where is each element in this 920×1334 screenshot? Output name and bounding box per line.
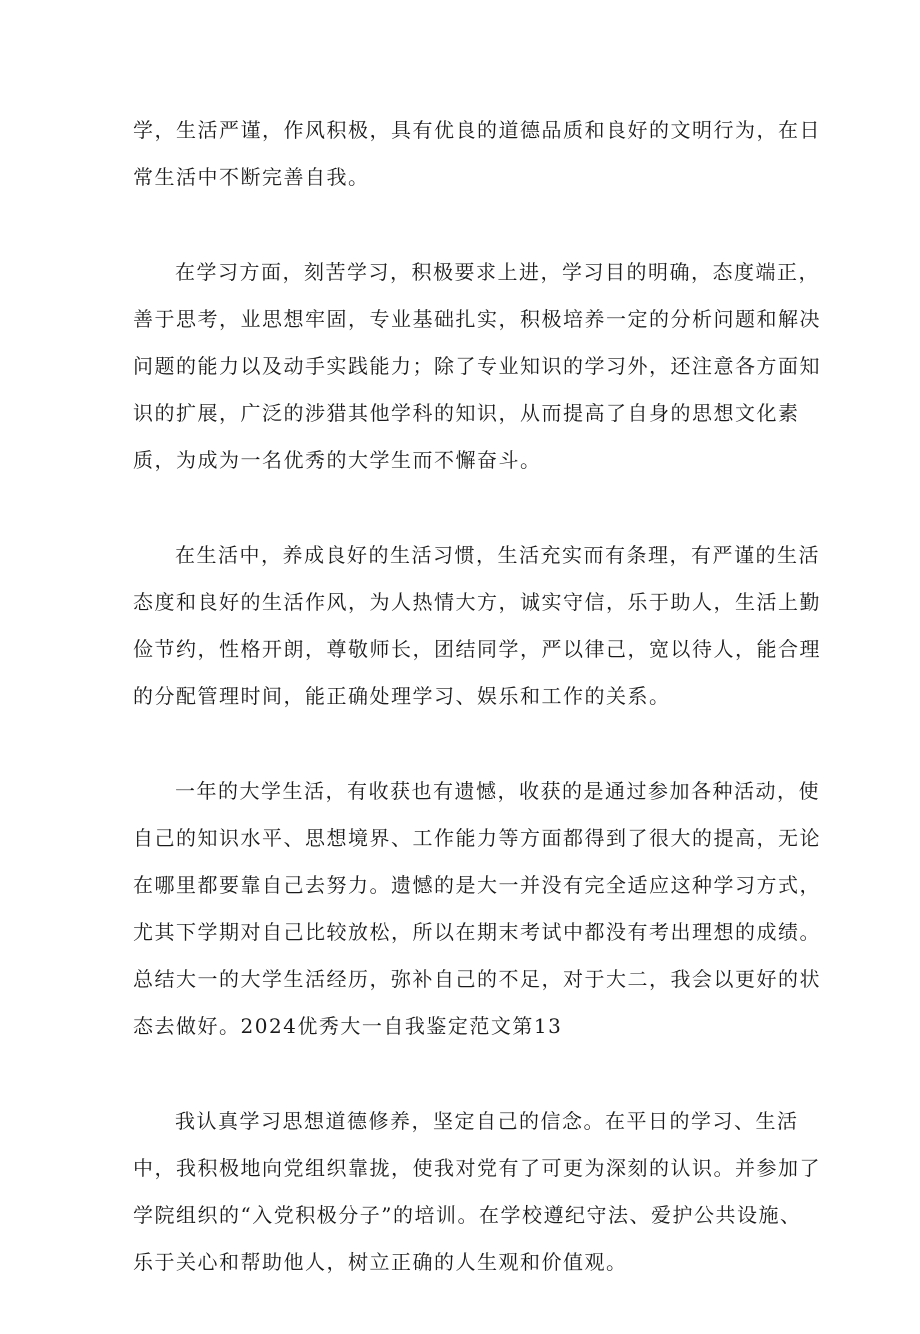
paragraph-3: [133, 532, 821, 720]
text-line: 质，为成为一名优秀的大学生而不懈奋斗。: [133, 448, 542, 472]
text-line: 态度和良好的生活作风，为人热情大方，诚实守信，乐于助人，生活上勤: [133, 590, 821, 614]
text-line: 在生活中，养成良好的生活习惯，生活充实而有条理，有严谨的生活: [175, 543, 820, 567]
text-line: 乐于关心和帮助他人，树立正确的人生观和价值观。: [133, 1250, 628, 1274]
text-line: 常生活中不断完善自我。: [133, 165, 370, 189]
text-line: 善于思考，业思想牢固，专业基础扎实，积极培养一定的分析问题和解决: [133, 307, 821, 331]
text-line: 一年的大学生活，有收获也有遗憾，收获的是通过参加各种活动，使: [175, 779, 820, 803]
text-line: 在学习方面，刻苦学习，积极要求上进，学习目的明确，态度端正，: [175, 260, 820, 284]
text-line: 学院组织的“入党积极分子”的培训。在学校遵纪守法、爱护公共设施、: [133, 1203, 802, 1227]
text-line: 自己的知识水平、思想境界、工作能力等方面都得到了很大的提高，无论: [133, 826, 821, 850]
text-line: 学，生活严谨，作风积极，具有优良的道德品质和良好的文明行为，在日: [133, 118, 821, 142]
paragraph-2: [133, 249, 821, 484]
text-line: 问题的能力以及动手实践能力；除了专业知识的学习外，还注意各方面知: [133, 354, 821, 378]
paragraph-5: [133, 1098, 821, 1286]
text-line: 尤其下学期对自己比较放松，所以在期末考试中都没有考出理想的成绩。: [133, 920, 821, 944]
text-line: 总结大一的大学生活经历，弥补自己的不足，对于大二，我会以更好的状: [133, 967, 821, 991]
text-line: 我认真学习思想道德修养，坚定自己的信念。在平日的学习、生活: [175, 1109, 799, 1133]
paragraph-1: [133, 107, 821, 201]
paragraph-4: [133, 768, 821, 1050]
text-line: 态去做好。2024优秀大一自我鉴定范文第13: [133, 1014, 563, 1038]
text-line: 的分配管理时间，能正确处理学习、娱乐和工作的关系。: [133, 684, 671, 708]
text-line: 中，我积极地向党组织靠拢，使我对党有了可更为深刻的认识。并参加了: [133, 1156, 821, 1180]
document-body: [133, 107, 821, 1334]
text-line: 在哪里都要靠自己去努力。遗憾的是大一并没有完全适应这种学习方式，: [133, 873, 821, 897]
text-line: 俭节约，性格开朗，尊敬师长，团结同学，严以律己，宽以待人，能合理: [133, 637, 821, 661]
text-line: 识的扩展，广泛的涉猎其他学科的知识，从而提高了自身的思想文化素: [133, 401, 800, 425]
